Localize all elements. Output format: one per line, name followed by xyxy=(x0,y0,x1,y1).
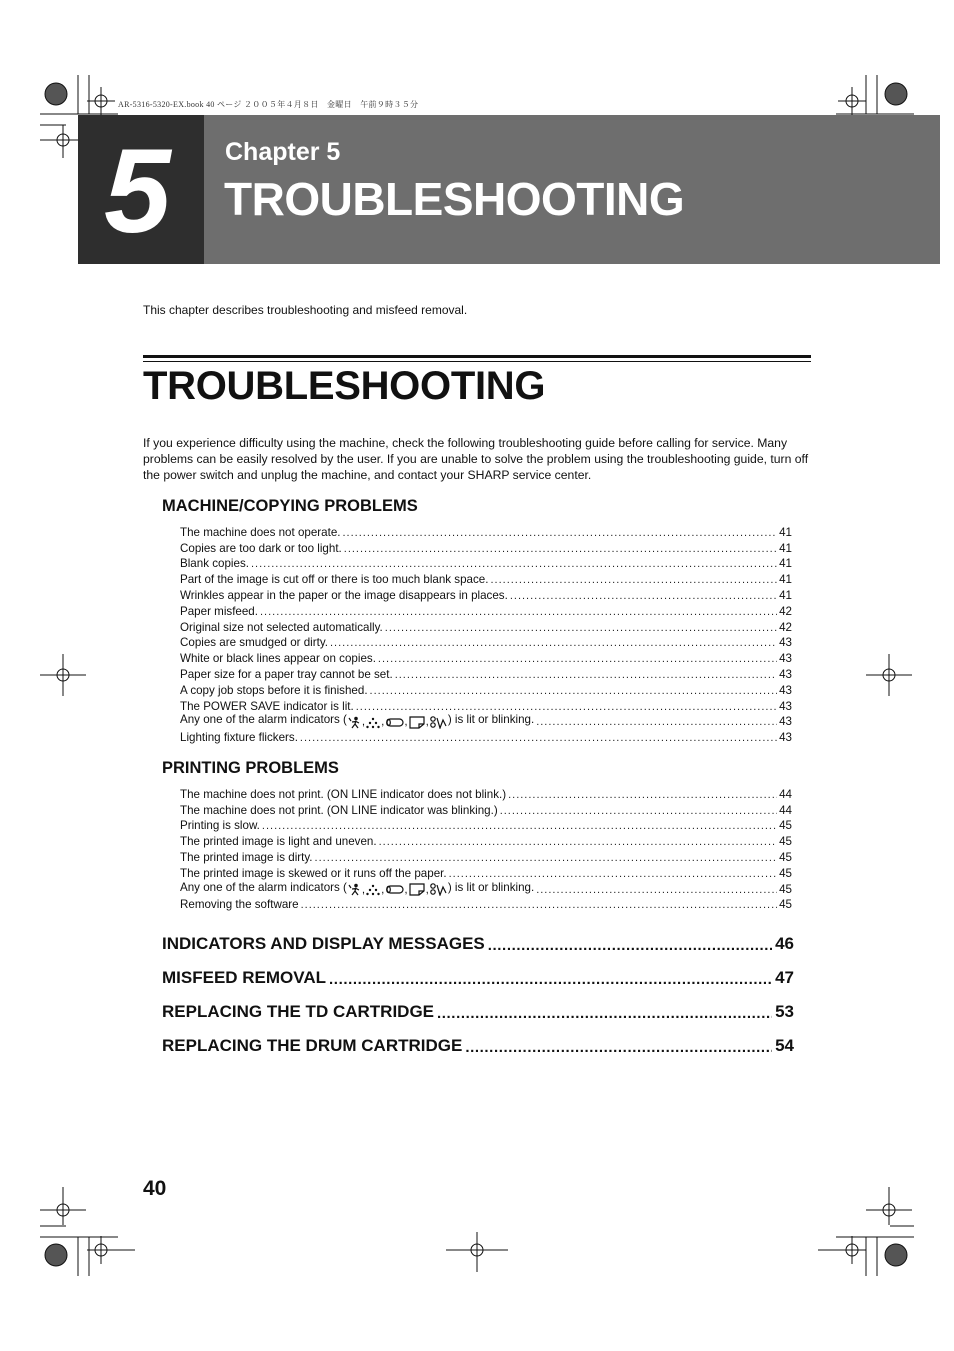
print-slug: AR-5316-5320-EX.book 40 ページ ２００５年４月８日 金曜日 午前９時３５分 xyxy=(118,100,419,109)
toc-entry-title: REPLACING THE TD CARTRIDGE xyxy=(162,1002,434,1021)
toc-leader xyxy=(465,1039,772,1056)
toc-entry-title: Wrinkles appear in the paper or the image disappears in places. xyxy=(180,588,508,602)
toc-entry-page: 42 xyxy=(779,620,792,634)
toc-entry[interactable] xyxy=(180,833,792,849)
toc-entry-page: 44 xyxy=(779,803,792,817)
toc-entry-page: 41 xyxy=(779,525,792,539)
toc-entry-page: 43 xyxy=(779,699,792,713)
toc-entry[interactable] xyxy=(180,556,792,572)
toc-leader xyxy=(329,971,772,988)
page-number: 40 xyxy=(143,1177,167,1200)
toc-leader xyxy=(378,652,777,666)
toc-entry[interactable] xyxy=(180,587,792,603)
chapter-number-block xyxy=(78,115,204,264)
toc-entry[interactable] xyxy=(180,540,792,556)
toc-entry-page: 45 xyxy=(779,898,792,912)
alarm-indicator-icons: , , , , xyxy=(348,883,447,897)
toc-entry-page: 44 xyxy=(779,787,792,801)
toc-entry-title: The POWER SAVE indicator is lit. xyxy=(180,699,354,713)
toc-entry-title: Part of the image is cut off or there is too much blank space. xyxy=(180,573,489,587)
toc-entry-title: Removing the software xyxy=(180,898,299,912)
toc-leader xyxy=(379,835,778,849)
major-sections-toc xyxy=(162,920,794,1056)
toc-entry[interactable] xyxy=(180,849,792,865)
toc-entry[interactable] xyxy=(180,619,792,635)
toc-entry-page: 41 xyxy=(779,557,792,571)
toc-entry-page: 43 xyxy=(779,683,792,697)
toc-entry-alarm[interactable] xyxy=(180,714,792,730)
toc-leader xyxy=(488,937,772,954)
toc-entry-page: 43 xyxy=(779,636,792,650)
toc-entry-page: 45 xyxy=(779,882,792,896)
alarm-indicator-icons: , , , , xyxy=(348,715,447,729)
toc-entry-title: The printed image is light and uneven. xyxy=(180,835,377,849)
section-rule-thick xyxy=(143,355,811,358)
toc-entry[interactable] xyxy=(180,603,792,619)
toc-leader xyxy=(449,867,778,881)
chapter-banner xyxy=(78,115,940,264)
toc-leader xyxy=(370,684,778,698)
toc-entry-page: 43 xyxy=(779,652,792,666)
toc-entry-title: The printed image is skewed or it runs off the paper. xyxy=(180,866,447,880)
drum-icon xyxy=(384,715,404,728)
maintenance-icon xyxy=(429,883,447,896)
toc-leader xyxy=(395,668,777,682)
toc-entry[interactable] xyxy=(180,802,792,818)
toc-entry-title: White or black lines appear on copies. xyxy=(180,652,376,666)
toc-entry-page: 43 xyxy=(779,715,792,729)
toc-entry-page: 45 xyxy=(779,819,792,833)
toc-entry-page: 43 xyxy=(779,667,792,681)
toc-entry-title: Original size not selected automatically. xyxy=(180,620,383,634)
toc-entry-page: 47 xyxy=(775,968,794,987)
toc-entry[interactable] xyxy=(162,1022,794,1056)
toc-entry[interactable] xyxy=(180,666,792,682)
paper-icon xyxy=(408,883,426,896)
toc-entry[interactable] xyxy=(180,524,792,540)
toc-leader xyxy=(342,526,777,540)
toc-entry[interactable] xyxy=(180,729,792,745)
toc-entry-title: The printed image is dirty. xyxy=(180,850,313,864)
toc-entry-title: A copy job stops before it is finished. xyxy=(180,683,368,697)
toc-entry-page: 41 xyxy=(779,541,792,555)
chapter-number: 5 xyxy=(104,124,169,258)
section-title: TROUBLESHOOTING xyxy=(143,364,546,408)
toc-entry[interactable] xyxy=(180,650,792,666)
toc-entry[interactable] xyxy=(180,865,792,881)
toc-entry-title: Lighting fixture flickers. xyxy=(180,731,298,745)
toc-entry-title: The machine does not print. (ON LINE indicator does not blink.) xyxy=(180,787,507,801)
toc-entry-title: Copies are too dark or too light. xyxy=(180,541,342,555)
toc-entry-page: 45 xyxy=(779,850,792,864)
misfeed-icon xyxy=(348,715,362,728)
toc-entry-title: Paper misfeed. xyxy=(180,604,258,618)
toc-leader xyxy=(490,573,777,587)
toc-entry-title: MISFEED REMOVAL xyxy=(162,968,327,987)
toc-leader xyxy=(260,605,777,619)
toc-entry-title: The machine does not print. (ON LINE indicator was blinking.) xyxy=(180,803,498,817)
toc-leader xyxy=(301,898,778,912)
misfeed-icon xyxy=(348,883,362,896)
toc-entry-page: 45 xyxy=(779,835,792,849)
toc-leader xyxy=(344,542,777,556)
chapter-intro: This chapter describes troubleshooting and misfeed removal. xyxy=(143,303,468,317)
toc-entry[interactable] xyxy=(180,682,792,698)
toc-entry-page: 46 xyxy=(775,934,794,953)
maintenance-icon xyxy=(429,715,447,728)
toc-entry-title: Printing is slow. xyxy=(180,819,260,833)
toc-leader xyxy=(356,700,777,714)
toc-entry[interactable] xyxy=(180,571,792,587)
toc-entry-title: Paper size for a paper tray cannot be set. xyxy=(180,667,393,681)
toc-leader xyxy=(300,731,777,745)
toc-entry[interactable] xyxy=(162,988,794,1022)
toc-leader xyxy=(330,636,777,650)
toc-entry-page: 41 xyxy=(779,573,792,587)
toc-leader xyxy=(508,788,777,802)
toc-entry-title: REPLACING THE DRUM CARTRIDGE xyxy=(162,1036,463,1055)
paper-icon xyxy=(408,715,426,728)
toc-entry-page: 54 xyxy=(775,1036,794,1055)
printing-toc xyxy=(180,786,792,912)
toc-entry-page: 42 xyxy=(779,604,792,618)
toc-leader xyxy=(510,589,777,603)
toc-entry-page: 45 xyxy=(779,866,792,880)
toc-entry-title: INDICATORS AND DISPLAY MESSAGES xyxy=(162,934,485,953)
toc-entry-title: Any one of the alarm indicators ( , , , , ) is lit or blinking. xyxy=(180,713,535,729)
toc-entry-title: Copies are smudged or dirty. xyxy=(180,636,328,650)
toc-leader xyxy=(536,883,777,897)
toc-entry-title: Any one of the alarm indicators ( , , , , ) is lit or blinking. xyxy=(180,880,535,896)
toc-entry[interactable] xyxy=(180,698,792,714)
toc-entry[interactable] xyxy=(180,786,792,802)
toc-entry-alarm[interactable] xyxy=(180,881,792,897)
toc-leader xyxy=(437,1005,772,1022)
toc-leader xyxy=(385,621,777,635)
toc-leader xyxy=(536,715,777,729)
drum-icon xyxy=(384,883,404,896)
machine-copying-toc xyxy=(180,524,792,745)
toc-entry[interactable] xyxy=(180,818,792,834)
toc-entry[interactable] xyxy=(162,954,794,988)
toc-entry-page: 43 xyxy=(779,731,792,745)
printing-heading: PRINTING PROBLEMS xyxy=(162,759,339,777)
toner-icon xyxy=(365,715,381,728)
toc-leader xyxy=(500,804,777,818)
section-paragraph: If you experience difficulty using the machine, check the following troubleshooting guide before calling for service. Many problems can be easily resolved by the user. If you are unable to solve the problem using the troubleshooting guide, turn off the power switch and unplug the machine, and contact your SHARP service center. xyxy=(143,436,809,482)
toc-leader xyxy=(251,557,777,571)
machine-copying-heading: MACHINE/COPYING PROBLEMS xyxy=(162,497,418,515)
section-rule-thin xyxy=(143,361,811,362)
toc-entry[interactable] xyxy=(180,897,792,913)
toc-entry-page: 41 xyxy=(779,588,792,602)
toc-entry-title: The machine does not operate. xyxy=(180,525,341,539)
toc-entry[interactable] xyxy=(162,920,794,954)
toc-entry-title: Blank copies. xyxy=(180,557,249,571)
chapter-title: TROUBLESHOOTING xyxy=(224,173,685,225)
toc-entry[interactable] xyxy=(180,635,792,651)
toc-leader xyxy=(262,819,777,833)
chapter-label: Chapter 5 xyxy=(225,138,341,166)
toc-leader xyxy=(315,851,778,865)
toc-entry-page: 53 xyxy=(775,1002,794,1021)
toner-icon xyxy=(365,883,381,896)
